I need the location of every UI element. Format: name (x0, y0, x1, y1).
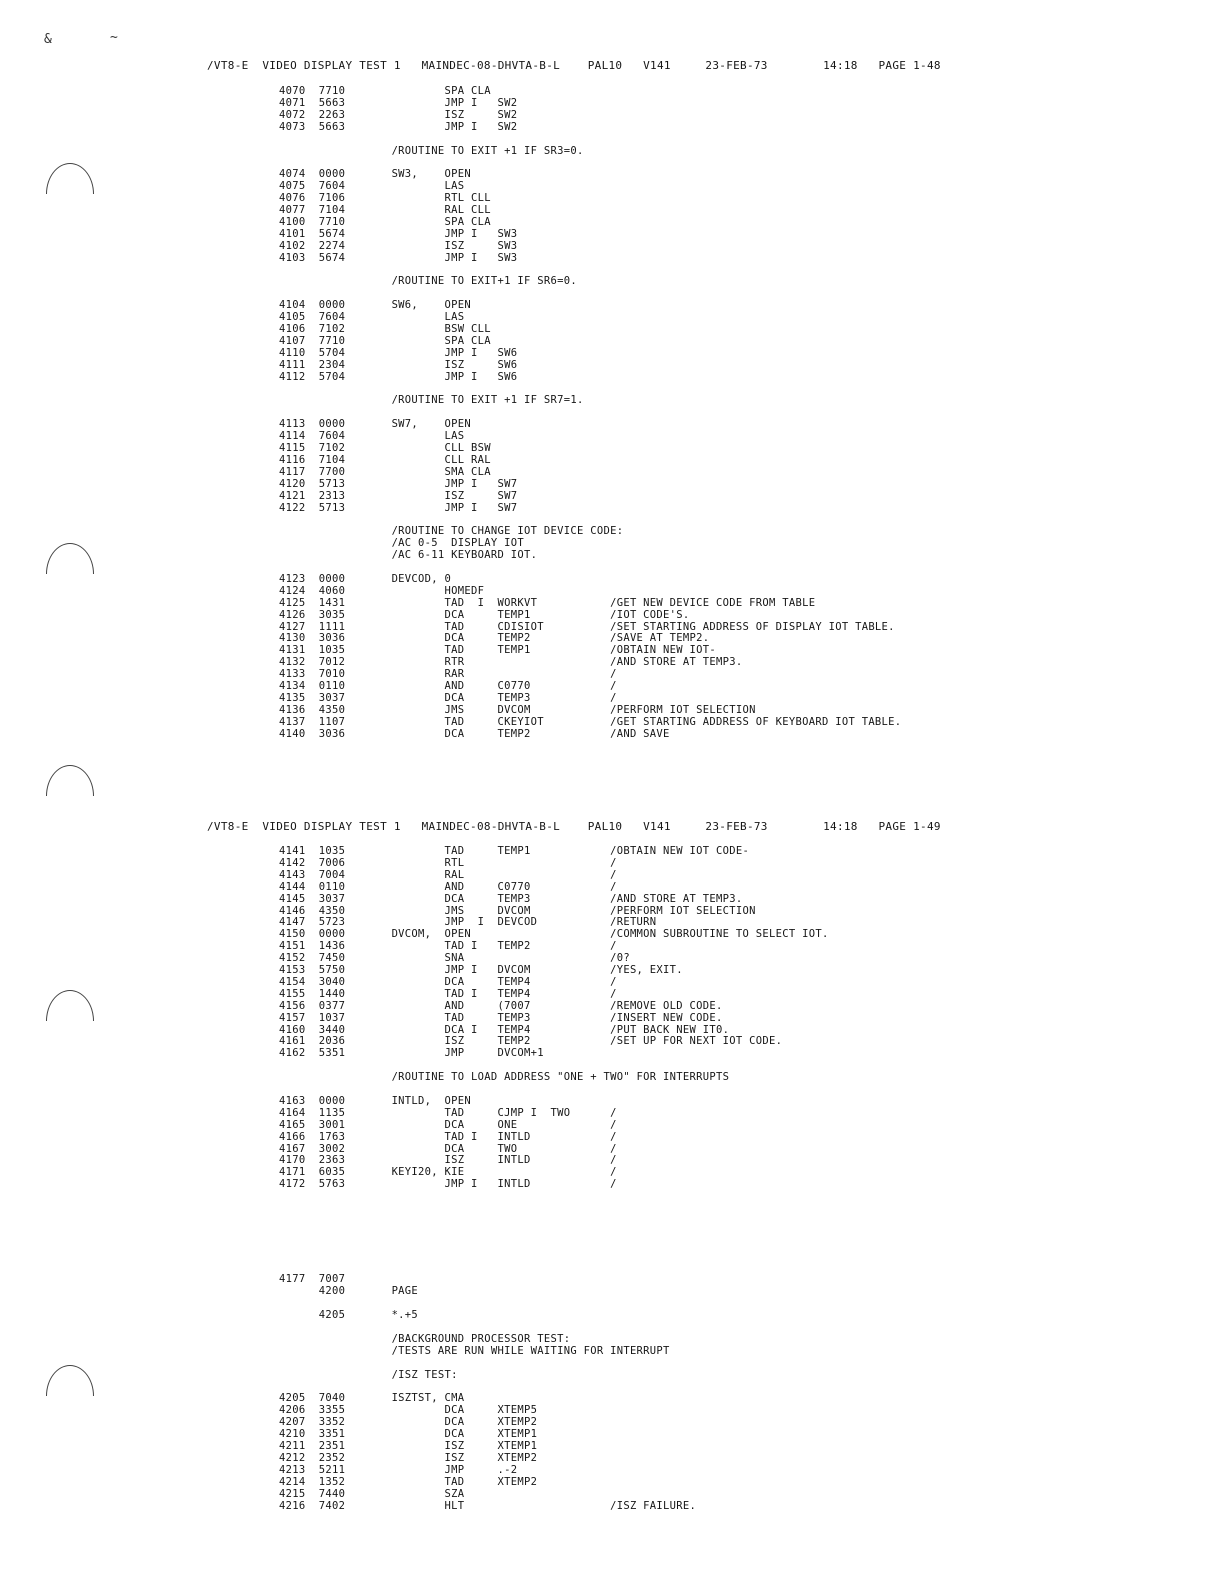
listing-line: /ROUTINE TO CHANGE IOT DEVICE CODE: (279, 525, 624, 538)
listing-line: 4150 0000 DVCOM, OPEN /COMMON SUBROUTINE TO SELECT IOT. (279, 928, 829, 941)
listing-line: 4145 3037 DCA TEMP3 /AND STORE AT TEMP3. (279, 892, 743, 905)
listing-line: 4101 5674 JMP I SW3 (279, 227, 518, 240)
listing-line: 4103 5674 JMP I SW3 (279, 251, 518, 264)
listing-line: 4071 5663 JMP I SW2 (279, 96, 518, 109)
page-header-2: /VT8-E VIDEO DISPLAY TEST 1 MAINDEC-08-DHVTA-B-L PAL10 V141 23-FEB-73 14:18 PAGE 1-49 (207, 820, 941, 833)
listing-line: 4207 3352 DCA XTEMP2 (279, 1416, 538, 1429)
listing-line: 4115 7102 CLL BSW (279, 442, 491, 454)
listing-line: 4072 2263 ISZ SW2 (279, 108, 518, 121)
listing-line: 4133 7010 RAR / (279, 668, 617, 681)
listing-line: /ROUTINE TO EXIT +1 IF SR3=0. (279, 144, 584, 157)
punch-hole-3 (46, 765, 94, 796)
listing-line: 4142 7006 RTL / (279, 856, 617, 869)
listing-line: /BACKGROUND PROCESSOR TEST: (279, 1332, 571, 1345)
page-header-1: /VT8-E VIDEO DISPLAY TEST 1 MAINDEC-08-DHVTA-B-L PAL10 V141 23-FEB-73 14:18 PAGE 1-48 (207, 59, 941, 72)
listing-line: 4216 7402 HLT /ISZ FAILURE. (279, 1499, 697, 1512)
listing-line: 4117 7700 SMA CLA (279, 465, 491, 478)
listing-line: 4177 7007 (279, 1273, 346, 1286)
listing-line: 4104 0000 SW6, OPEN (279, 299, 472, 312)
listing-line: 4211 2351 ISZ XTEMP1 (279, 1440, 538, 1452)
listing-line: 4070 7710 SPA CLA (279, 85, 491, 97)
listing-line: 4210 3351 DCA XTEMP1 (279, 1428, 538, 1441)
listing-line: 4212 2352 ISZ XTEMP2 (279, 1451, 538, 1464)
listing-line: 4205 7040 ISZTST, CMA (279, 1392, 465, 1405)
listing-line: 4143 7004 RAL / (279, 868, 617, 881)
listing-line: 4141 1035 TAD TEMP1 /OBTAIN NEW IOT CODE- (279, 845, 750, 857)
listing-line: 4100 7710 SPA CLA (279, 215, 491, 228)
listing-line: 4131 1035 TAD TEMP1 /OBTAIN NEW IOT- (279, 644, 717, 657)
listing-line: 4161 2036 ISZ TEMP2 /SET UP FOR NEXT IOT CODE. (279, 1035, 783, 1048)
listing-line: 4077 7104 RAL CLL (279, 204, 491, 216)
listing-line: 4120 5713 JMP I SW7 (279, 477, 518, 490)
punch-hole-5 (46, 1365, 94, 1396)
listing-line: 4167 3002 DCA TWO / (279, 1142, 617, 1155)
listing-line: 4213 5211 JMP .-2 (279, 1463, 518, 1476)
listing-line: 4151 1436 TAD I TEMP2 / (279, 940, 617, 953)
listing-line: 4132 7012 RTR /AND STORE AT TEMP3. (279, 656, 743, 669)
listing-line: 4106 7102 BSW CLL (279, 323, 491, 335)
listing-line: 4112 5704 JMP I SW6 (279, 370, 518, 383)
listing-line: 4130 3036 DCA TEMP2 /SAVE AT TEMP2. (279, 632, 710, 645)
listing-line: 4111 2304 ISZ SW6 (279, 358, 518, 371)
listing-line: 4073 5663 JMP I SW2 (279, 120, 518, 133)
corner-mark-right: ~ (110, 30, 118, 45)
listing-line: /ROUTINE TO EXIT +1 IF SR7=1. (279, 394, 584, 407)
listing-line: 4205 *.+5 (279, 1309, 419, 1322)
listing-line: 4214 1352 TAD XTEMP2 (279, 1475, 538, 1488)
listing-line: 4114 7604 LAS (279, 430, 465, 443)
listing-line: 4215 7440 SZA (279, 1487, 465, 1500)
listing-line: 4107 7710 SPA CLA (279, 334, 491, 347)
listing-line: 4172 5763 JMP I INTLD / (279, 1178, 617, 1191)
listing-line: 4124 4060 HOMEDF (279, 584, 485, 597)
listing-line: 4155 1440 TAD I TEMP4 / (279, 987, 617, 1000)
listing-line: 4170 2363 ISZ INTLD / (279, 1154, 617, 1167)
listing-line: /ROUTINE TO LOAD ADDRESS "ONE + TWO" FOR INTERRUPTS (279, 1071, 730, 1084)
listing-line: 4200 PAGE (279, 1285, 419, 1298)
listing-line: 4136 4350 JMS DVCOM /PERFORM IOT SELECTION (279, 703, 756, 716)
listing-line: 4110 5704 JMP I SW6 (279, 346, 518, 359)
listing-line: 4171 6035 KEYI20, KIE / (279, 1166, 617, 1179)
listing-line: 4137 1107 TAD CKEYIOT /GET STARTING ADDRESS OF KEYBOARD IOT TABLE. (279, 715, 902, 728)
listing-line: /TESTS ARE RUN WHILE WAITING FOR INTERRUPT (279, 1344, 670, 1357)
listing-line: 4140 3036 DCA TEMP2 /AND SAVE (279, 727, 670, 740)
listing-line: 4125 1431 TAD I WORKVT /GET NEW DEVICE CODE FROM TABLE (279, 596, 816, 609)
listing-line: 4166 1763 TAD I INTLD / (279, 1130, 617, 1143)
listing-line: 4075 7604 LAS (279, 180, 465, 193)
listing-line: 4165 3001 DCA ONE / (279, 1118, 617, 1131)
punch-hole-2 (46, 543, 94, 574)
listing-line: 4076 7106 RTL CLL (279, 192, 491, 205)
listing-line: 4116 7104 CLL RAL (279, 453, 491, 466)
listing-line: 4152 7450 SNA /0? (279, 952, 630, 965)
corner-mark-left: & (44, 32, 52, 47)
listing-line: 4157 1037 TAD TEMP3 /INSERT NEW CODE. (279, 1011, 723, 1024)
listing-line: 4121 2313 ISZ SW7 (279, 489, 518, 502)
listing-line: 4135 3037 DCA TEMP3 / (279, 691, 617, 704)
listing-line: 4206 3355 DCA XTEMP5 (279, 1404, 538, 1417)
listing-line: 4144 0110 AND C0770 / (279, 880, 617, 893)
listing-line: 4134 0110 AND C0770 / (279, 680, 617, 692)
listing-line: 4156 0377 AND (7007 /REMOVE OLD CODE. (279, 999, 723, 1012)
punch-hole-4 (46, 990, 94, 1021)
listing-line: 4146 4350 JMS DVCOM /PERFORM IOT SELECTION (279, 904, 756, 917)
punch-hole-1 (46, 163, 94, 194)
listing-line: 4154 3040 DCA TEMP4 / (279, 975, 617, 988)
listing-line: /AC 6-11 KEYBOARD IOT. (279, 549, 538, 562)
listing-line: 4147 5723 JMP I DEVCOD /RETURN (279, 916, 657, 929)
listing-line: 4127 1111 TAD CDISIOT /SET STARTING ADDRESS OF DISPLAY IOT TABLE. (279, 620, 895, 633)
listing-line: 4126 3035 DCA TEMP1 /IOT CODE'S. (279, 608, 690, 621)
listing-line: 4163 0000 INTLD, OPEN (279, 1094, 472, 1107)
listing-line: /ISZ TEST: (279, 1368, 458, 1381)
listing-line: 4123 0000 DEVCOD, 0 (279, 572, 452, 585)
listing-line: /AC 0-5 DISPLAY IOT (279, 537, 524, 550)
listing-line: 4164 1135 TAD CJMP I TWO / (279, 1106, 617, 1119)
listing-line: 4102 2274 ISZ SW3 (279, 239, 518, 252)
listing-line: 4113 0000 SW7, OPEN (279, 418, 472, 431)
listing-line: 4074 0000 SW3, OPEN (279, 168, 472, 181)
listing-line: 4122 5713 JMP I SW7 (279, 501, 518, 514)
listing-line: /ROUTINE TO EXIT+1 IF SR6=0. (279, 275, 577, 288)
listing-line: 4162 5351 JMP DVCOM+1 (279, 1047, 544, 1060)
listing-line: 4160 3440 DCA I TEMP4 /PUT BACK NEW IT0. (279, 1023, 730, 1036)
listing-line: 4105 7604 LAS (279, 311, 465, 324)
listing-line: 4153 5750 JMP I DVCOM /YES, EXIT. (279, 964, 683, 976)
